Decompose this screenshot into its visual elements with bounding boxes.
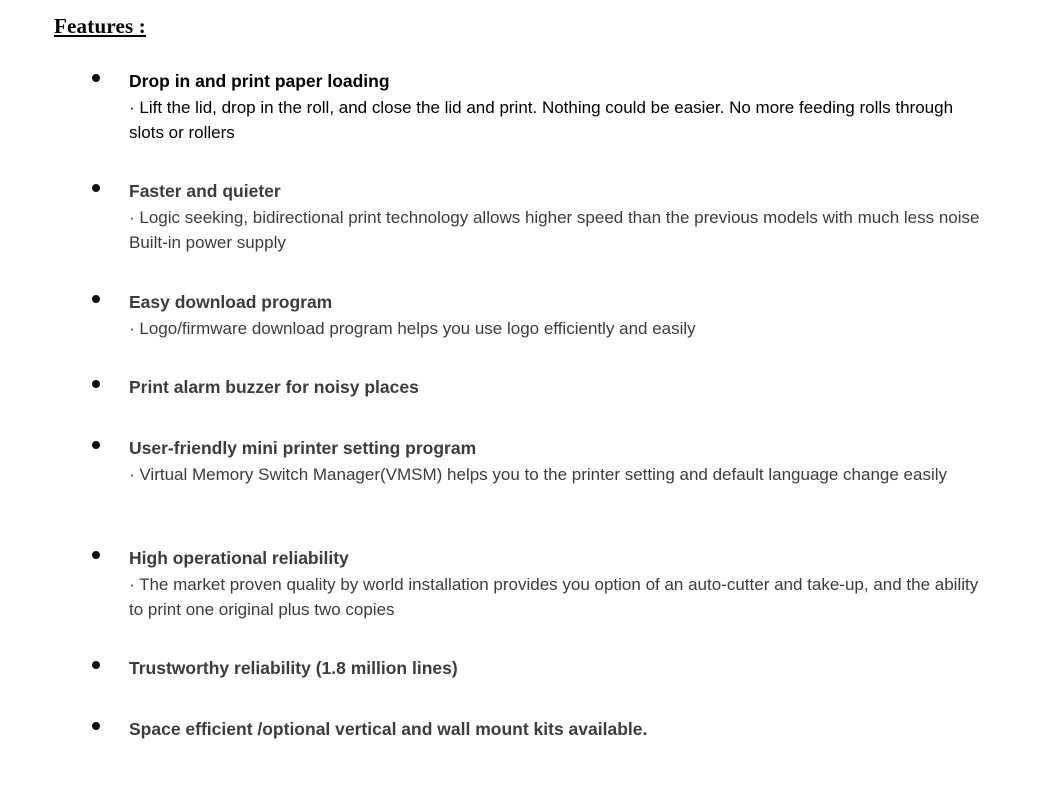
feature-title: High operational reliability	[129, 548, 349, 568]
feature-title: Drop in and print paper loading	[129, 71, 390, 91]
bullet-icon	[92, 722, 100, 730]
feature-description: · Lift the lid, drop in the roll, and close the lid and print. Nothing could be easier. No more feeding rolls through slots or rollers	[129, 98, 954, 142]
feature-title: Space efficient /optional vertical and wall mount kits available.	[129, 719, 648, 739]
feature-description: · Logic seeking, bidirectional print technology allows higher speed than the previous models with much less noise Built-in power supply	[129, 208, 980, 252]
bullet-icon	[92, 441, 100, 449]
bullet-icon	[92, 380, 100, 388]
feature-description: · The market proven quality by world installation provides you option of an auto-cutter and take-up, and the ability to print one original plus two copies	[129, 575, 979, 619]
bullet-icon	[92, 184, 100, 192]
bullet-icon	[92, 661, 100, 669]
feature-description: · Virtual Memory Switch Manager(VMSM) helps you to the printer setting and default language change easily	[129, 465, 948, 484]
feature-title: Trustworthy reliability (1.8 million lines)	[129, 658, 458, 678]
feature-title: Print alarm buzzer for noisy places	[129, 377, 419, 397]
feature-description: · Logo/firmware download program helps you use logo efficiently and easily	[129, 319, 696, 338]
feature-title: User-friendly mini printer setting program	[129, 438, 477, 458]
bullet-icon	[92, 551, 100, 559]
bullet-icon	[92, 295, 100, 303]
page-title: Features :	[54, 14, 146, 38]
feature-title: Easy download program	[129, 292, 333, 312]
feature-title: Faster and quieter	[129, 181, 281, 201]
bullet-icon	[92, 74, 100, 82]
